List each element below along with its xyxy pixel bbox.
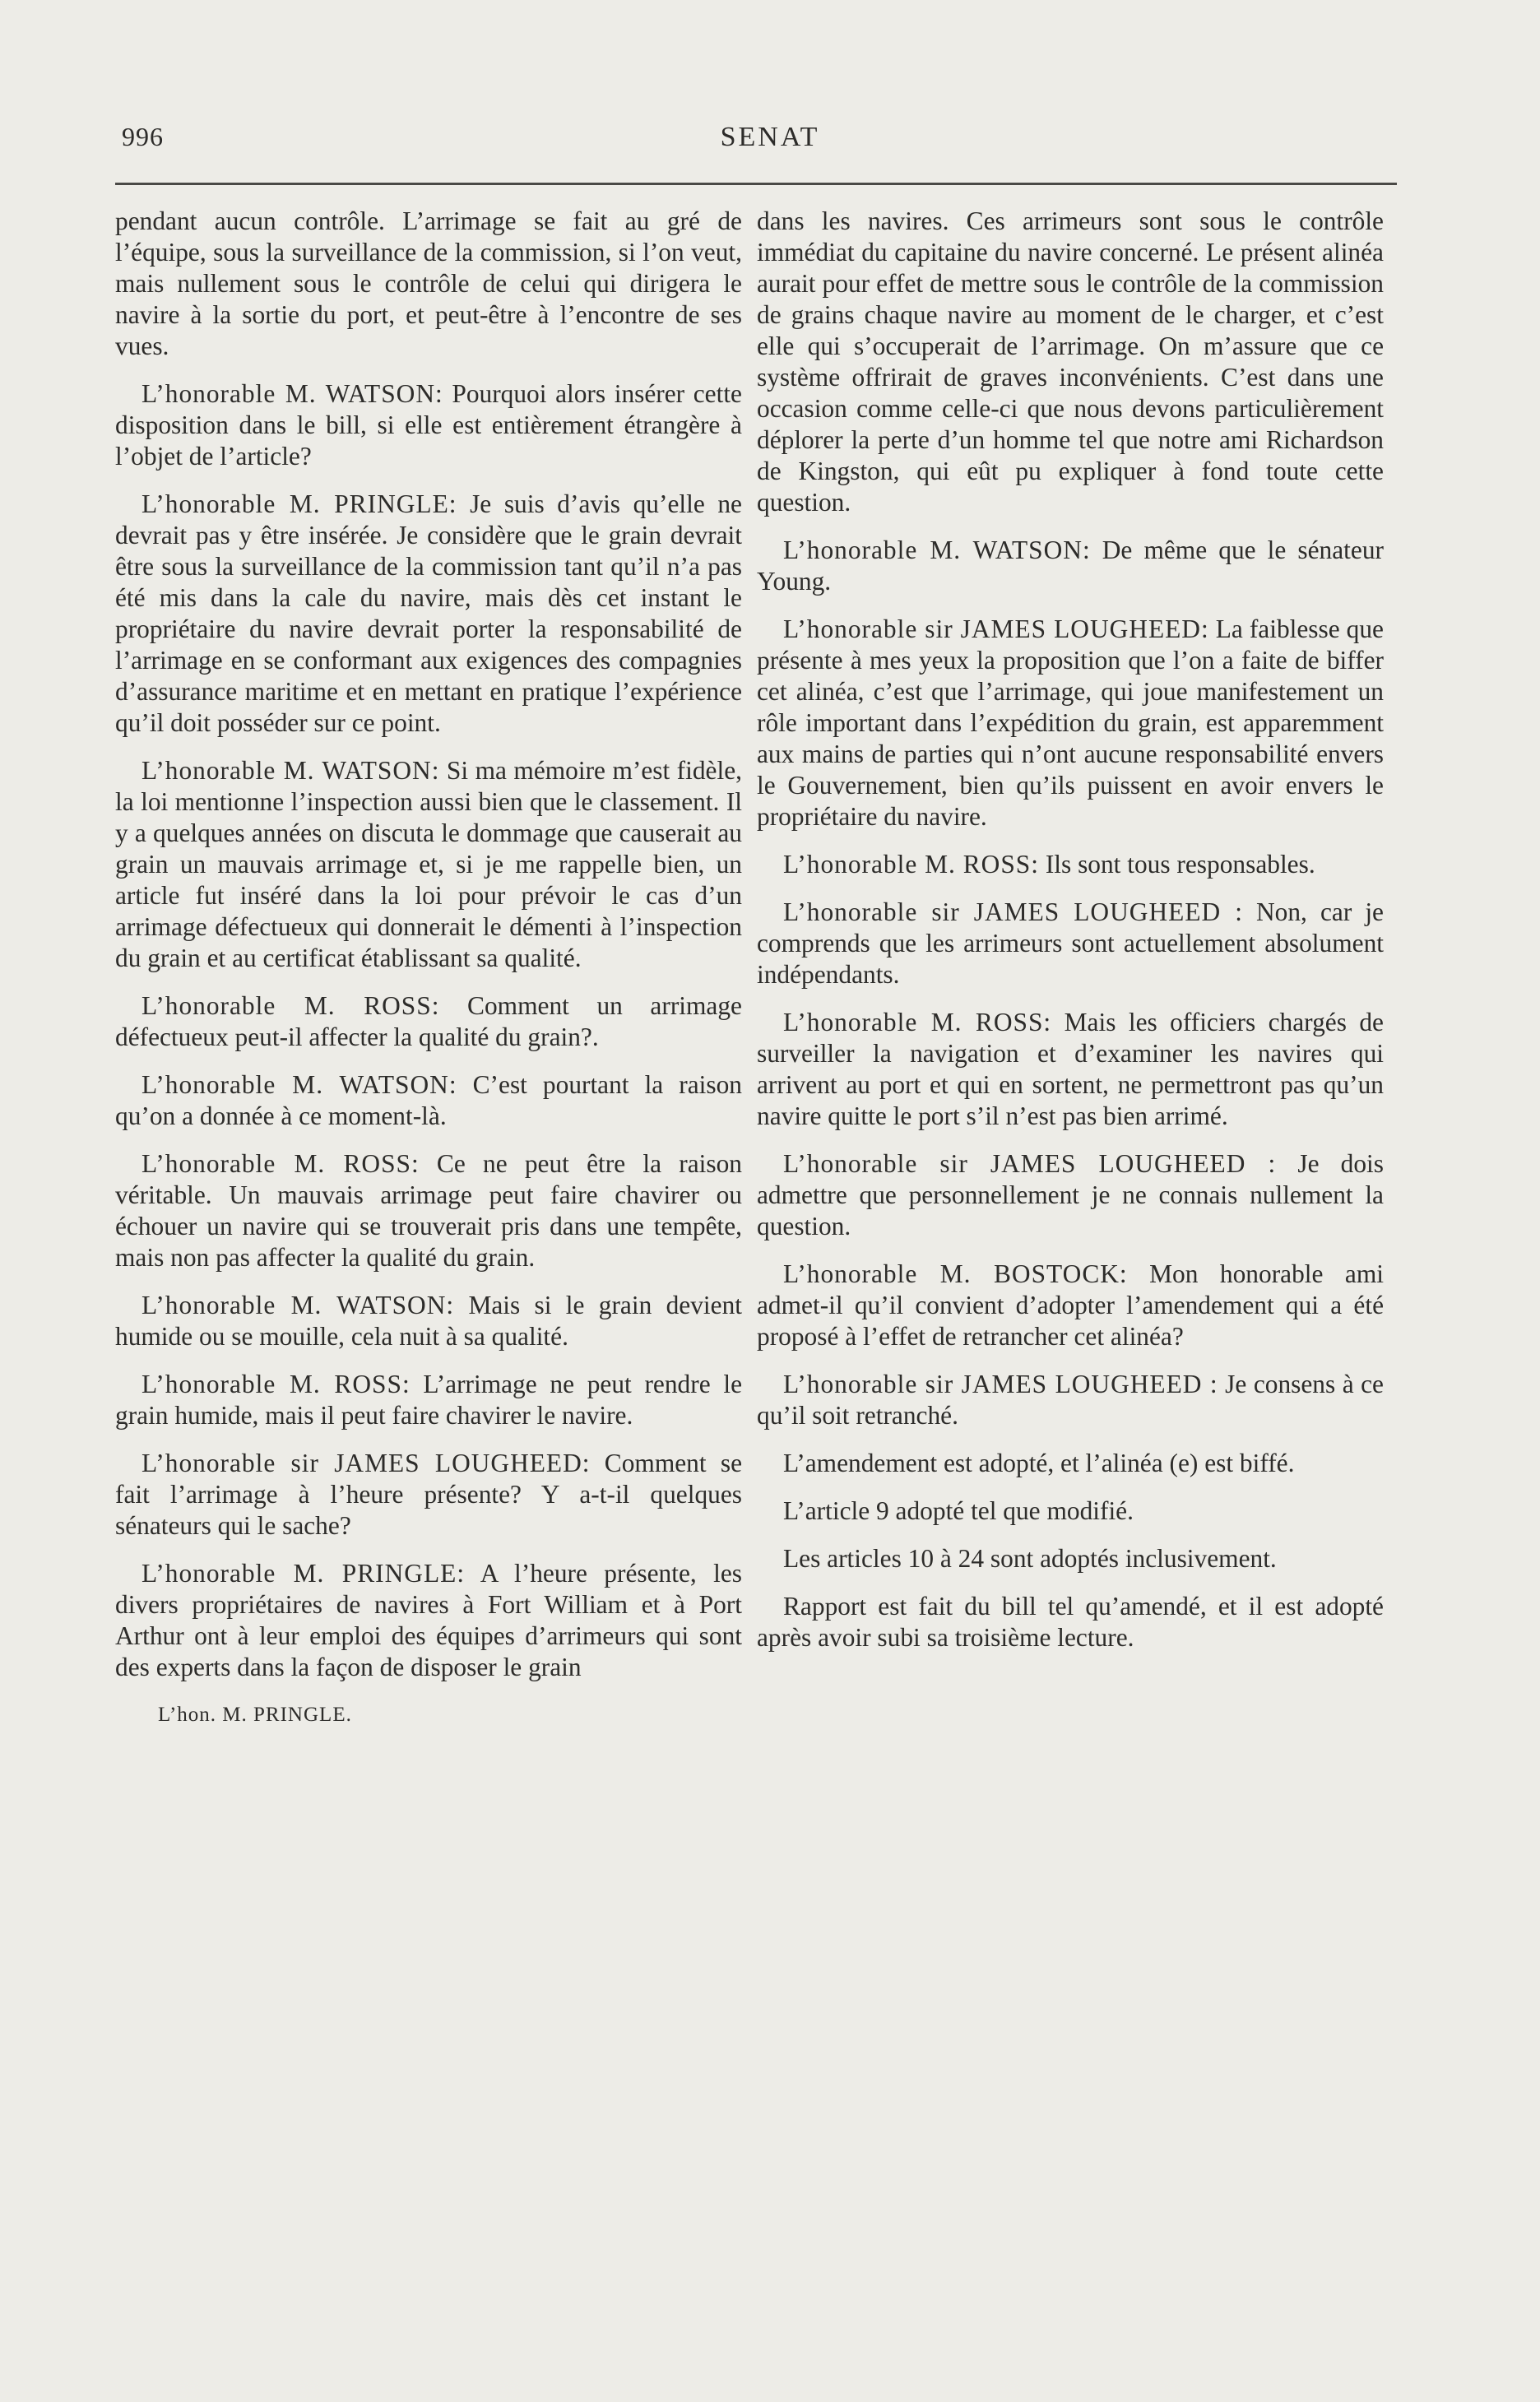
paragraph-text: Pourquoi alors insérer cette disposition dans le bill, si elle est entièrement étrangère à l’objet de l’article? <box>115 379 742 471</box>
paragraph <box>115 1148 742 1273</box>
paragraph-text: Comment se fait l’arrimage à l’heure présente? Y a-t-il quelques sénateurs qui le sache? <box>115 1449 742 1540</box>
paragraph-text: L’article 9 adopté tel que modifié. <box>783 1496 1134 1525</box>
speaker-name: L’honorable M. WATSON: <box>141 756 440 785</box>
paragraph <box>757 849 1384 880</box>
paragraph-text: A l’heure présente, les divers propriétaires de navires à Fort William et à Port Arthur ont à leur emploi des équipes d’arrimeurs qui sont des experts dans la façon de disposer le grain <box>115 1559 742 1681</box>
paragraph <box>757 1007 1384 1132</box>
speaker-name: L’honorable M. WATSON: <box>141 1291 455 1319</box>
paragraph <box>115 1069 742 1132</box>
paragraph-text: Rapport est fait du bill tel qu’amendé, et il est adopté après avoir subi sa troisième lecture. <box>757 1592 1384 1652</box>
paragraph-text: Si ma mémoire m’est fidèle, la loi mentionne l’inspection aussi bien que le classement. Il y a quelques années on discuta le dommage que causerait au grain un mauvais arrimage et, si je me rappelle bien, un article fut inséré dans la loi pour prévoir le cas d’un arrimage défectueux qui donnerait le démenti à l’inspection du grain et au certificat établissant sa qualité. <box>115 756 742 972</box>
paragraph-text: C’est pourtant la raison qu’on a donnée à ce moment-là. <box>115 1070 742 1130</box>
paragraph-text: Mais si le grain devient humide ou se mouille, cela nuit à sa qualité. <box>115 1291 742 1351</box>
page-number: 996 <box>122 122 164 151</box>
paragraph <box>757 1543 1384 1574</box>
paragraph-text: L’arrimage ne peut rendre le grain humide, mais il peut faire chavirer le navire. <box>115 1370 742 1430</box>
paragraph <box>757 614 1384 832</box>
speaker-name: L’honorable sir JAMES LOUGHEED : <box>783 1370 1218 1398</box>
speaker-name: L’honorable sir JAMES LOUGHEED: <box>141 1449 591 1477</box>
speaker-name: L’honorable M. WATSON: <box>783 536 1091 564</box>
footer-note: L’hon. M. PRINGLE. <box>158 1704 352 1726</box>
speaker-name: L’honorable M. ROSS: <box>141 991 440 1020</box>
speaker-name: L’honorable M. WATSON: <box>141 1070 457 1099</box>
paragraph <box>115 1290 742 1352</box>
paragraph-text: Je suis d’avis qu’elle ne devrait pas y être insérée. Je considère que le grain devrait être sous la surveillance de la commission tant qu’il n’a pas été mis dans la cale du navire, mais dès cet instant le propriétaire du navire devrait porter la responsabilité de l’arrimage en se conformant aux exigences des compagnies d’assurance maritime et en mettant en pratique l’expérience qu’il doit posséder sur ce point. <box>115 489 742 737</box>
paragraph <box>115 1369 742 1431</box>
paragraph-text: Je consens à ce qu’il soit retranché. <box>757 1370 1384 1430</box>
paragraph-text: Comment un arrimage défectueux peut-il affecter la qualité du grain?. <box>115 991 742 1051</box>
paragraph <box>115 489 742 739</box>
paragraph <box>757 1495 1384 1527</box>
paragraph <box>115 990 742 1053</box>
paragraph <box>757 1448 1384 1479</box>
paragraph-text: De même que le sénateur Young. <box>757 536 1384 596</box>
paragraph-text: Mon honorable ami admet-il qu’il convient d’adopter l’amendement qui a été proposé à l’effet de retrancher cet alinéa? <box>757 1259 1384 1351</box>
paragraph-text: La faiblesse que présente à mes yeux la proposition que l’on a faite de biffer cet alinéa, c’est que l’arrimage, qui joue manifestement un rôle important dans l’expédition du grain, est apparemment aux mains de parties qui n’ont aucune responsabilité envers le Gouvernement, bien qu’ils puissent en avoir envers le propriétaire du navire. <box>757 614 1384 831</box>
paragraph-text: L’amendement est adopté, et l’alinéa (e) est biffé. <box>783 1449 1295 1477</box>
paragraph-text: pendant aucun contrôle. L’arrimage se fait au gré de l’équipe, sous la surveillance de la commission, si l’on veut, mais nullement sous le contrôle de celui qui dirigera le navire à la sortie du port, et peut-être à l’encontre de ses vues. <box>115 206 742 360</box>
running-head: SENAT <box>720 122 820 152</box>
header-rule <box>115 183 1397 185</box>
speaker-name: L’honorable M. PRINGLE: <box>141 489 457 518</box>
paragraph <box>757 1591 1384 1653</box>
right-column <box>757 206 1384 1670</box>
paragraph <box>757 206 1384 518</box>
speaker-name: L’honorable sir JAMES LOUGHEED : <box>783 1149 1277 1178</box>
paragraph-text: Les articles 10 à 24 sont adoptés inclusivement. <box>783 1544 1277 1573</box>
speaker-name: L’honorable M. ROSS: <box>783 850 1039 879</box>
speaker-name: L’honorable M. BOSTOCK: <box>783 1259 1128 1288</box>
speaker-name: L’honorable M. ROSS: <box>141 1370 411 1398</box>
paragraph <box>115 1448 742 1542</box>
left-column <box>115 206 742 1731</box>
paragraph <box>115 1558 742 1683</box>
paragraph <box>757 535 1384 597</box>
paragraph-text: Non, car je comprends que les arrimeurs sont actuellement absolument indépendants. <box>757 897 1384 989</box>
paragraph <box>757 1369 1384 1431</box>
paragraph-text: Ce ne peut être la raison véritable. Un mauvais arrimage peut faire chavirer ou échouer un navire qui se trouverait pris dans une tempête, mais non pas affecter la qualité du grain. <box>115 1149 742 1272</box>
paragraph <box>757 897 1384 990</box>
speaker-name: L’honorable M. ROSS: <box>783 1008 1052 1036</box>
speaker-name: L’honorable sir JAMES LOUGHEED: <box>783 614 1209 643</box>
paragraph-text: dans les navires. Ces arrimeurs sont sous le contrôle immédiat du capitaine du navire concerné. Le présent alinéa aurait pour effet de mettre sous le contrôle de la commission de grains chaque navire au moment de le charger, et c’est elle qui s’occuperait de l’arrimage. On m’assure que ce système offrirait de graves inconvénients. C’est dans une occasion comme celle-ci que nous devons particulièrement déplorer la perte d’un homme tel que notre ami Richardson de Kingston, qui eût pu expliquer à fond toute cette question. <box>757 206 1384 517</box>
speaker-name: L’honorable M. ROSS: <box>141 1149 420 1178</box>
paragraph <box>115 206 742 362</box>
paragraph <box>757 1259 1384 1352</box>
speaker-name: L’honorable sir JAMES LOUGHEED : <box>783 897 1243 926</box>
paragraph-text: Je dois admettre que personnellement je ne connais nullement la question. <box>757 1149 1384 1240</box>
paragraph <box>115 755 742 974</box>
speaker-name: L’honorable M. PRINGLE: <box>141 1559 466 1588</box>
paragraph-text: Ils sont tous responsables. <box>1045 850 1315 879</box>
paragraph-text: Mais les officiers chargés de surveiller la navigation et d’examiner les navires qui arrivent au port et qui en sortent, ne permettront pas qu’un navire quitte le port s’il n’est pas bien arrimé. <box>757 1008 1384 1130</box>
paragraph <box>115 378 742 472</box>
paragraph <box>757 1148 1384 1242</box>
speaker-name: L’honorable M. WATSON: <box>141 379 443 408</box>
